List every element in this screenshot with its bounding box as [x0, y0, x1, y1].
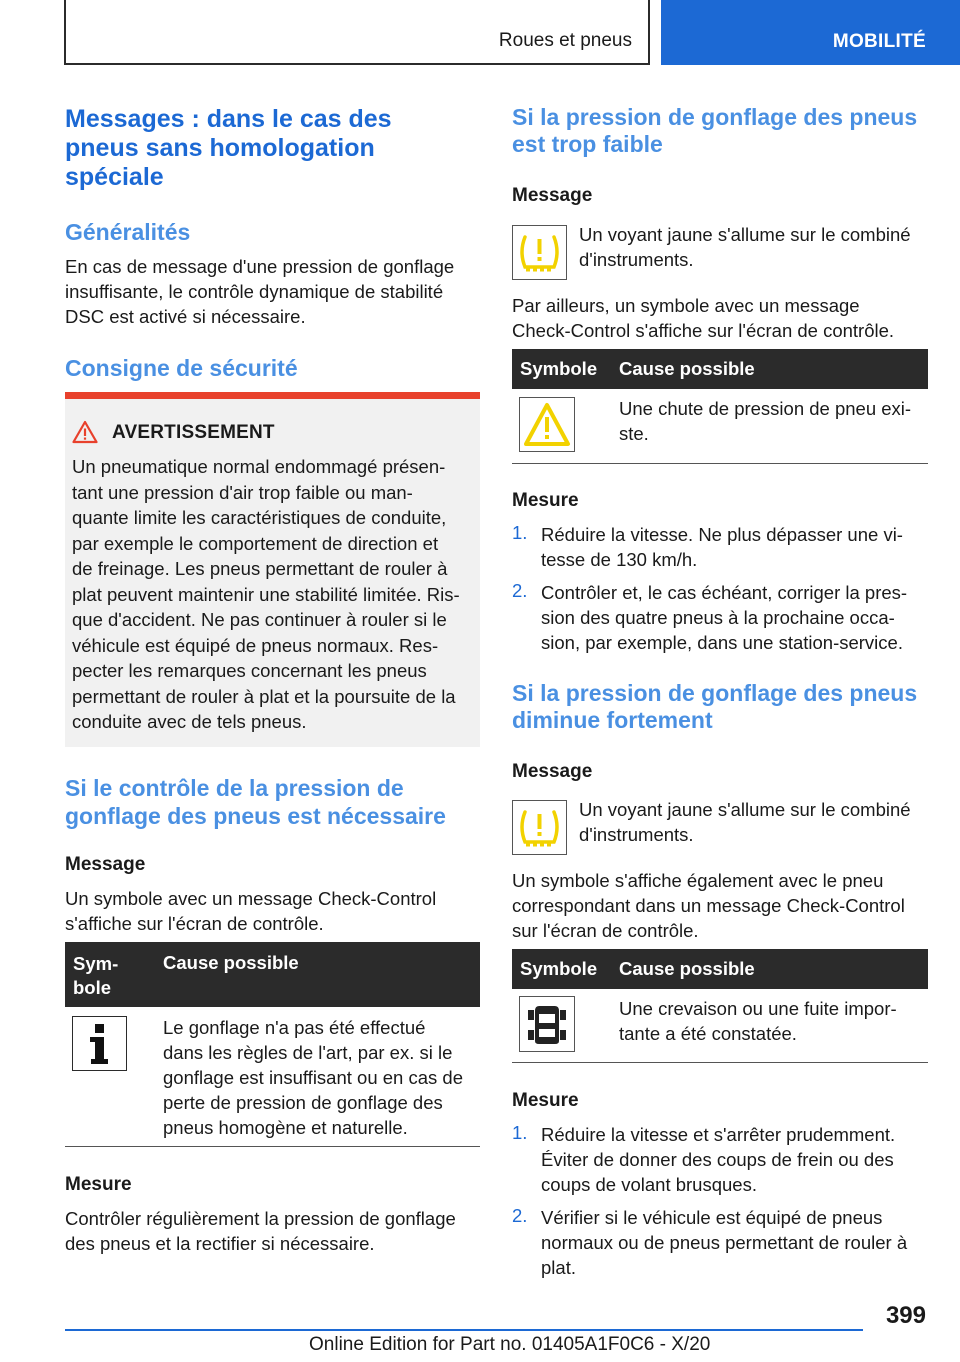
message-label: Message [512, 761, 593, 782]
header-line: bole [73, 977, 112, 998]
header-section-box [64, 0, 650, 65]
text-line: insuffisante, le contrôle dynamique de stabilité [65, 281, 444, 302]
text-line: de freinage. Les pneus permettant de rouler à [72, 558, 448, 579]
text-line: normaux ou de pneus permettant de rouler à [541, 1232, 908, 1253]
fortement-heading [512, 680, 932, 734]
text-line: gonflage est insuffisant ou en cas de [163, 1067, 463, 1088]
page-title-line: spéciale [65, 163, 164, 191]
table-header [65, 942, 480, 1007]
chapter-tab-label: MOBILITÉ [832, 31, 926, 52]
text-line: conduite avec de tels pneus. [72, 711, 307, 732]
mesure-text [65, 1206, 480, 1256]
text-line: Un voyant jaune s'allume sur le combiné [579, 799, 911, 820]
text-line: d'instruments. [579, 249, 694, 270]
list-number: 2. [512, 1205, 528, 1226]
heading-line: Si la pression de gonflage des pneus [512, 680, 918, 706]
text-line: pneus homogène et naturelle. [163, 1117, 408, 1138]
list-number: 2. [512, 580, 528, 601]
page-title [65, 105, 480, 192]
heading-line: gonflage des pneus est nécessaire [65, 803, 446, 829]
text-line: d'instruments. [579, 824, 694, 845]
symbole-text [512, 868, 932, 943]
list-item [541, 580, 931, 655]
table-cause-text [619, 396, 929, 446]
text-line: Réduire la vitesse et s'arrêter prudemment. [541, 1124, 896, 1145]
text-line: perte de pression de gonflage des [163, 1092, 443, 1113]
text-line: Un symbole s'affiche également avec le pneu [512, 870, 884, 891]
header-line: Sym- [73, 953, 119, 974]
text-line: quante limite les caractéristiques de conduite, [72, 507, 447, 528]
text-line: Réduire la vitesse. Ne plus dépasser une vi- [541, 524, 903, 545]
table-header-cause: Cause possible [619, 958, 755, 979]
list-item [541, 522, 931, 572]
text-line: sion des quatre pneus à la prochaine occa- [541, 607, 895, 628]
generalites-heading: Généralités [65, 219, 191, 245]
text-line: Contrôler régulièrement la pression de gonflage [65, 1208, 456, 1229]
tire-pressure-warning-icon [512, 800, 567, 855]
text-line: Contrôler et, le cas échéant, corriger la pres- [541, 582, 908, 603]
warning-title: AVERTISSEMENT [112, 422, 275, 443]
page-title-line: pneus sans homologation [65, 134, 375, 162]
message-label: Message [65, 854, 146, 875]
text-line: sion, par exemple, dans une station-service. [541, 632, 903, 653]
controle-heading [65, 774, 480, 830]
text-line: coups de volant brusques. [541, 1174, 757, 1195]
consigne-heading: Consigne de sécurité [65, 355, 298, 381]
heading-line: Si la pression de gonflage des pneus [512, 104, 918, 130]
text-line: tant une pression d'air trop faible ou man- [72, 481, 413, 503]
table-cause-text [163, 1015, 480, 1140]
list-item [541, 1122, 931, 1197]
text-line: Un voyant jaune s'allume sur le combiné [579, 224, 911, 245]
text-line: Vérifier si le véhicule est équipé de pneus [541, 1207, 883, 1228]
table-rule [65, 1146, 480, 1147]
voyant-text [579, 797, 929, 847]
text-line: correspondant dans un message Check-Control [512, 895, 905, 916]
text-line: Le gonflage n'a pas été effectué [163, 1017, 426, 1038]
info-icon [72, 1016, 127, 1071]
page-number: 399 [885, 1302, 926, 1329]
text-line: véhicule est équipé de pneus normaux. Res- [72, 634, 439, 656]
text-line: En cas de message d'une pression de gonflage [65, 256, 455, 277]
text-line: plat. [541, 1257, 576, 1278]
warning-triangle-icon [519, 397, 575, 452]
text-line: Une crevaison ou une fuite impor- [619, 998, 897, 1019]
table-header-symbol [73, 952, 118, 1000]
text-line: tesse de 130 km/h. [541, 549, 698, 570]
heading-line: diminue fortement [512, 707, 713, 733]
list-number: 1. [512, 522, 528, 543]
text-line: des pneus et la rectifier si nécessaire. [65, 1233, 375, 1254]
warning-box [65, 392, 480, 747]
text-line: tante a été constatée. [619, 1023, 797, 1044]
warning-triangle-icon [72, 420, 98, 444]
message-label: Message [512, 185, 593, 206]
par-ailleurs-text [512, 293, 932, 343]
table-header-symbol: Symbole [520, 958, 598, 979]
table-rule [512, 463, 928, 464]
table-header-symbol: Symbole [520, 358, 598, 379]
text-line: sur l'écran de contrôle. [512, 920, 699, 941]
text-line: par exemple le comportement de direction et [72, 532, 439, 554]
text-line: Check-Control s'affiche sur l'écran de contrôle. [512, 320, 895, 341]
text-line: ste. [619, 423, 649, 444]
text-line: s'affiche sur l'écran de contrôle. [65, 913, 324, 934]
list-item [541, 1205, 931, 1280]
generalites-text [65, 254, 480, 329]
heading-line: Si le contrôle de la pression de [65, 775, 404, 801]
warning-text [72, 454, 474, 735]
table-header-cause: Cause possible [163, 952, 299, 973]
faible-heading [512, 104, 932, 158]
footer-divider [65, 1329, 863, 1331]
mesure-label: Mesure [512, 1090, 579, 1111]
text-line: dans les règles de l'art, par ex. si le [163, 1042, 453, 1063]
section-title: Roues et pneus [498, 30, 632, 51]
warning-bar [65, 392, 480, 399]
table-rule [512, 1062, 928, 1063]
text-line: permettant de rouler à plat et la poursuite de la [72, 685, 456, 707]
text-line: pecter les remarques concernant les pneus [72, 660, 427, 681]
footer-edition: Online Edition for Part no. 01405A1F0C6 - X/20 [309, 1334, 711, 1355]
heading-line: est trop faible [512, 131, 663, 157]
car-tire-icon [519, 996, 575, 1052]
text-line: DSC est activé si nécessaire. [65, 306, 306, 327]
chapter-tab[interactable] [661, 0, 960, 65]
page-title-line: Messages : dans le cas des [65, 105, 392, 133]
table-header [512, 949, 928, 989]
tire-pressure-warning-icon [512, 225, 567, 280]
table-header [512, 349, 928, 389]
table-header-cause: Cause possible [619, 358, 755, 379]
message-text [65, 886, 480, 936]
text-line: Un symbole avec un message Check-Control [65, 888, 437, 909]
list-number: 1. [512, 1122, 528, 1143]
text-line: que d'accident. Ne pas continuer à rouler si le [72, 609, 447, 630]
mesure-label: Mesure [65, 1174, 132, 1195]
table-cause-text [619, 996, 929, 1046]
text-line: Éviter de donner des coups de frein ou des [541, 1149, 894, 1170]
voyant-text [579, 222, 929, 272]
text-line: Un pneumatique normal endommagé présen- [72, 456, 446, 477]
text-line: Une chute de pression de pneu exi- [619, 398, 912, 419]
text-line: Par ailleurs, un symbole avec un message [512, 295, 860, 316]
text-line: plat peuvent maintenir une stabilité limitée. Ris- [72, 583, 460, 605]
mesure-label: Mesure [512, 490, 579, 511]
